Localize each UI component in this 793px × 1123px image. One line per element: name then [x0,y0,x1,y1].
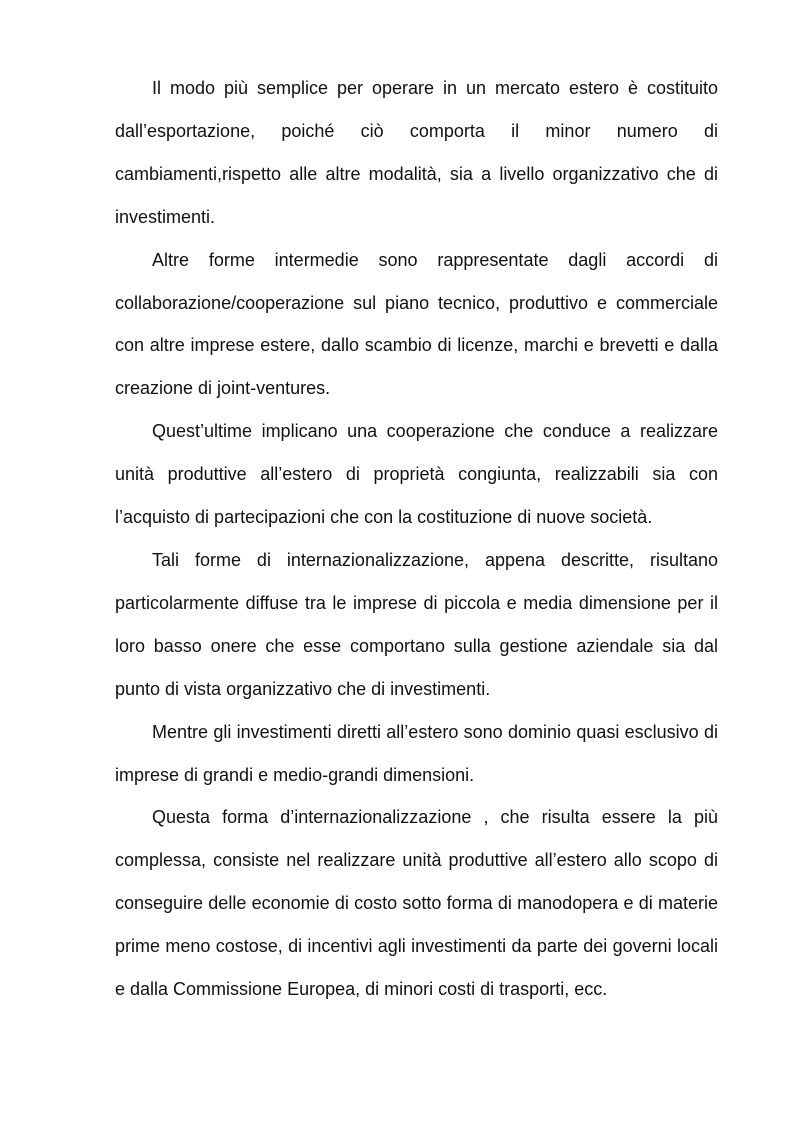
paragraph-intermediate-forms: Altre forme intermedie sono rappresentate dagli accordi di collaborazione/cooperazione sul piano tecnico, produttivo e commerciale con altre imprese estere, dallo scambio di licenze, marchi e brevetti e dalla creazione di joint-ventures. [115,249,718,399]
paragraph-export: Il modo più semplice per operare in un mercato estero è costituito dall’esportazione, poiché ciò comporta il minor numero di cambiamenti,rispetto alle altre modalità, sia a livello organizzativo che di investimenti. [115,78,718,227]
paragraph-direct-investments: Mentre gli investimenti diretti all’estero sono dominio quasi esclusivo di imprese di grandi e medio-grandi dimensioni. [115,721,718,785]
paragraph-joint-ventures: Quest’ultime implicano una cooperazione che conduce a realizzare unità produttive all’estero di proprietà congiunta, realizzabili sia con l’acquisto di partecipazioni che con la costituzione di nuove società. [115,421,718,528]
paragraph-complex-form: Questa forma d’internazionalizzazione , che risulta essere la più complessa, consiste nel realizzare unità produttive all’estero allo scopo di conseguire delle economie di costo sotto forma di manodopera e di materie prime meno costose, di incentivi agli investimenti da parte dei governi locali e dalla Commissione Europea, di minori costi di trasporti, ecc. [115,807,718,1000]
paragraph-sme-diffusion: Tali forme di internazionalizzazione, appena descritte, risultano particolarmente diffuse tra le imprese di piccola e media dimensione per il loro basso onere che esse comportano sulla gestione aziendale sia dal punto di vista organizzativo che di investimenti. [115,549,718,699]
document-page [115,67,718,1011]
